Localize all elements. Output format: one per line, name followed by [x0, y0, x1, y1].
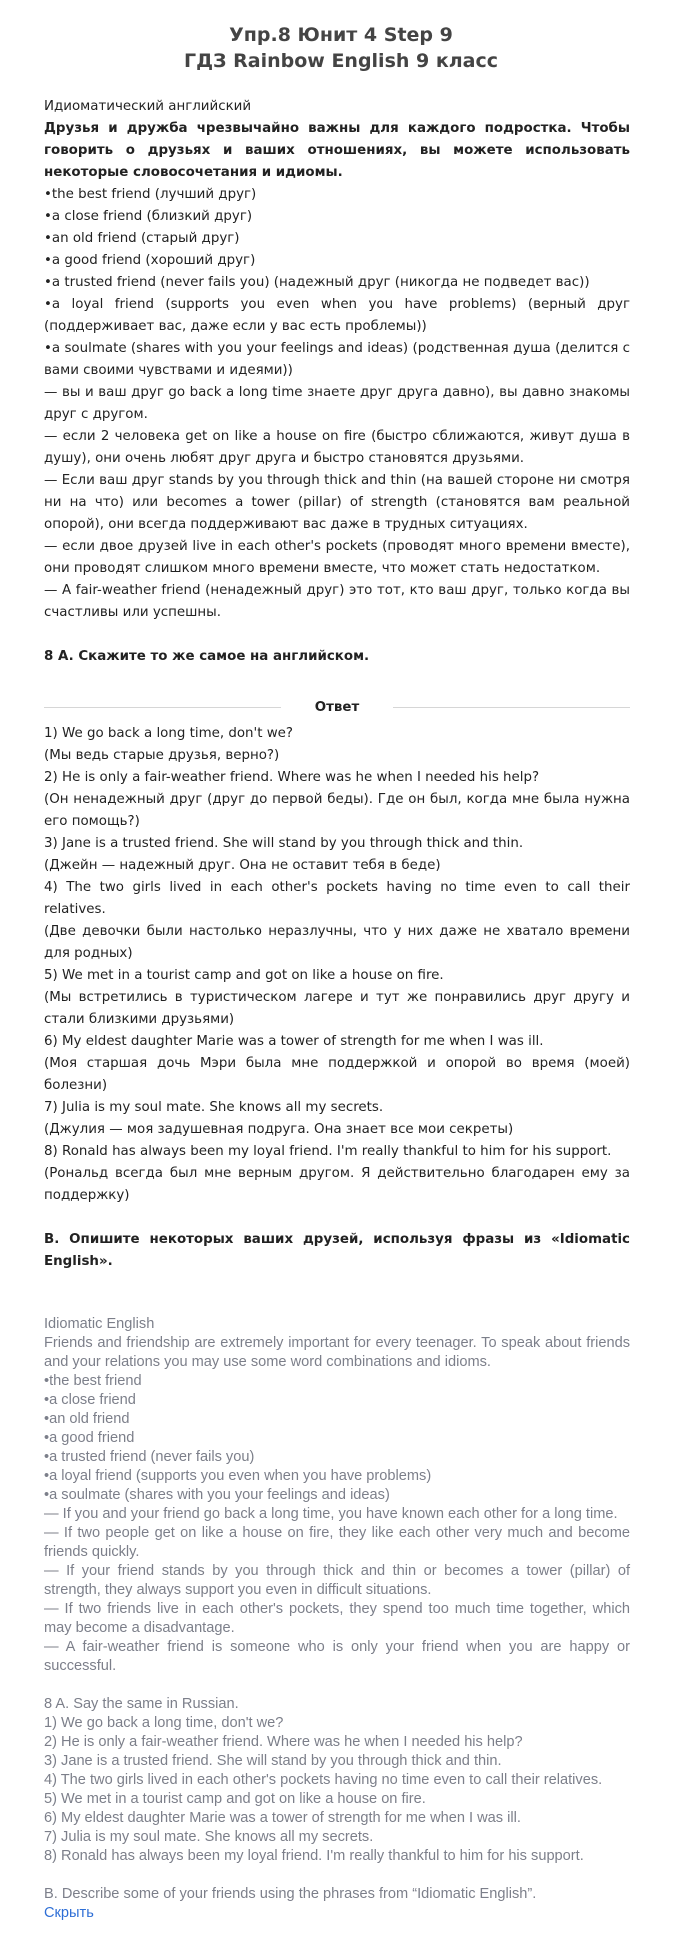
original-task-b: B. Describe some of your friends using the phrases from “Idiomatic English”. [44, 1886, 537, 1902]
original-task-a: 8 A. Say the same in Russian. [44, 1696, 239, 1712]
text-line: — A fair-weather friend (ненадежный друг) это тот, кто ваш друг, только когда вы счастливы или успешны. [44, 583, 630, 620]
text-line: (Джейн — надежный друг. Она не оставит тебя в беде) [44, 858, 441, 873]
title-line-2: ГДЗ Rainbow English 9 класс [183, 50, 499, 72]
intro-section [44, 96, 630, 624]
answer-divider [44, 700, 630, 715]
text-line: •a good friend (хороший друг) [44, 253, 256, 268]
text-line: (Моя старшая дочь Мэри была мне поддержкой и опорой во время (моей) болезни) [44, 1056, 630, 1093]
text-line: •a trusted friend (never fails you) [44, 1449, 255, 1465]
text-line: •a loyal friend (supports you even when you have problems) (верный друг (поддерживает вас, даже если у вас есть проблемы)) [44, 297, 630, 334]
text-line: •a trusted friend (never fails you) (надежный друг (никогда не подведет вас)) [44, 275, 590, 290]
text-line: 8) Ronald has always been my loyal friend. I'm really thankful to him for his support. [44, 1144, 612, 1159]
hide-link[interactable]: Скрыть [44, 1905, 94, 1921]
text-line: 7) Julia is my soul mate. She knows all my secrets. [44, 1100, 384, 1115]
text-line: 3) Jane is a trusted friend. She will stand by you through thick and thin. [44, 836, 524, 851]
text-line: •an old friend (старый друг) [44, 231, 240, 246]
spacer [44, 1676, 630, 1695]
divider-line-left [44, 707, 281, 708]
original-text-section [44, 1315, 630, 1904]
text-line: — если 2 человека get on like a house on fire (быстро сближаются, живут душа в душу), они очень любят друг друга и быстро становятся друзьями. [44, 429, 630, 466]
text-line: — если двое друзей live in each other's pockets (проводят много времени вместе), они проводят слишком много времени вместе, что может стать недостатком. [44, 539, 630, 576]
text-line: •a good friend [44, 1430, 135, 1446]
text-line: Friends and friendship are extremely important for every teenager. To speak about friends and your relations you may use some word combinations and idioms. [44, 1335, 630, 1370]
text-line: — Если ваш друг stands by you through thick and thin (на вашей стороне ни смотря ни на что) или becomes a tower (pillar) of strength (становятся вам реальной опорой), они всегда поддерживают вас даже в трудных ситуациях. [44, 473, 630, 532]
text-line: (Он ненадежный друг (друг до первой беды). Где он был, когда мне была нужна его помощь?) [44, 792, 630, 829]
text-line: 2) He is only a fair-weather friend. Where was he when I needed his help? [44, 1734, 523, 1750]
intro-lines [44, 184, 630, 624]
text-line: •the best friend (лучший друг) [44, 187, 257, 202]
spacer [44, 1866, 630, 1885]
text-line: 1) We go back a long time, don't we? [44, 726, 294, 741]
text-line: •a soulmate (shares with you your feelings and ideas) (родственная душа (делится с вами своими чувствами и идеями)) [44, 341, 630, 378]
text-line: — If two people get on like a house on fire, they like each other very much and become friends quickly. [44, 1525, 630, 1560]
original-lines [44, 1334, 630, 1676]
text-line: — A fair-weather friend is someone who is only your friend when you are happy or successful. [44, 1639, 630, 1674]
original-heading: Idiomatic English [44, 1316, 155, 1332]
text-line: •a soulmate (shares with you your feelings and ideas) [44, 1487, 390, 1503]
text-line: 3) Jane is a trusted friend. She will stand by you through thick and thin. [44, 1753, 502, 1769]
text-line: 1) We go back a long time, don't we? [44, 1715, 284, 1731]
text-line: (Джулия — моя задушевная подруга. Она знает все мои секреты) [44, 1122, 514, 1137]
text-line: (Две девочки были настолько неразлучны, что у них даже не хватало времени для родных) [44, 924, 630, 961]
text-line: 5) We met in a tourist camp and got on like a house on fire. [44, 968, 444, 983]
text-line: •the best friend [44, 1373, 142, 1389]
text-line: 6) My eldest daughter Marie was a tower of strength for me when I was ill. [44, 1810, 521, 1826]
intro-lead: Друзья и дружба чрезвычайно важны для каждого подростка. Чтобы говорить о друзьях и ваших отношениях, вы можете использовать некоторые словосочетания и идиомы. [44, 121, 630, 180]
text-line: 6) My eldest daughter Marie was a tower of strength for me when I was ill. [44, 1034, 544, 1049]
text-line: 4) The two girls lived in each other's pockets having no time even to call their relatives. [44, 1772, 603, 1788]
answer-label: Ответ [314, 700, 360, 715]
text-line: — If your friend stands by you through thick and thin or becomes a tower (pillar) of strength, they always support you even in difficult situations. [44, 1563, 630, 1598]
text-line: — If you and your friend go back a long time, you have known each other for a long time. [44, 1506, 618, 1522]
intro-heading: Идиоматический английский [44, 99, 252, 114]
page-title [44, 22, 630, 74]
task-b-heading: B. Опишите некоторых ваших друзей, используя фразы из «Idiomatic English». [44, 1232, 630, 1269]
answers-list [44, 723, 630, 1207]
text-line: •a close friend [44, 1392, 136, 1408]
text-line: 4) The two girls lived in each other's pockets having no time even to call their relatives. [44, 880, 630, 917]
divider-line-right [393, 707, 630, 708]
text-line: — If two friends live in each other's pockets, they spend too much time together, which may become a disadvantage. [44, 1601, 630, 1636]
text-line: — вы и ваш друг go back a long time знаете друг друга давно), вы давно знакомы друг с другом. [44, 385, 630, 422]
original-task-a-lines [44, 1714, 630, 1866]
title-line-1: Упр.8 Юнит 4 Step 9 [229, 24, 453, 46]
text-line: (Мы ведь старые друзья, верно?) [44, 748, 280, 763]
text-line: •a close friend (близкий друг) [44, 209, 253, 224]
text-line: (Мы встретились в туристическом лагере и тут же понравились друг другу и стали близкими друзьями) [44, 990, 630, 1027]
text-line: •an old friend [44, 1411, 130, 1427]
text-line: 2) He is only a fair-weather friend. Where was he when I needed his help? [44, 770, 540, 785]
text-line: 7) Julia is my soul mate. She knows all my secrets. [44, 1829, 374, 1845]
text-line: 5) We met in a tourist camp and got on like a house on fire. [44, 1791, 426, 1807]
task-a-heading: 8 A. Скажите то же самое на английском. [44, 649, 370, 664]
text-line: •a loyal friend (supports you even when you have problems) [44, 1468, 432, 1484]
text-line: (Рональд всегда был мне верным другом. Я действительно благодарен ему за поддержку) [44, 1166, 630, 1203]
text-line: 8) Ronald has always been my loyal friend. I'm really thankful to him for his support. [44, 1848, 584, 1864]
